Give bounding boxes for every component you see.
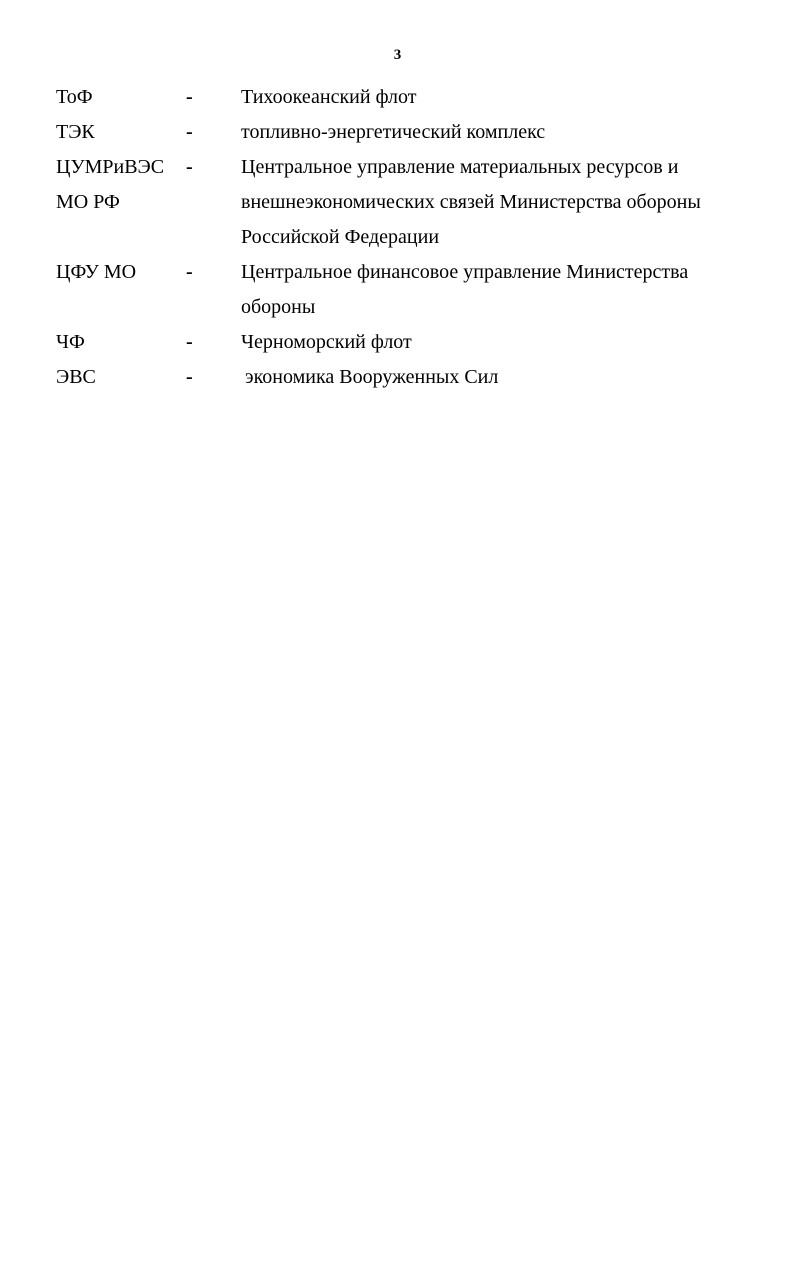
term-line: ТЭК bbox=[56, 121, 95, 143]
dash-separator: - bbox=[186, 156, 193, 178]
dash-separator: - bbox=[186, 331, 193, 353]
abbreviation-entry-tof bbox=[56, 80, 756, 115]
page-number: 3 bbox=[393, 47, 402, 63]
definition-line: экономика Вооруженных Сил bbox=[245, 366, 499, 388]
abbreviation-definition bbox=[241, 80, 756, 115]
definition-line: топливно-энергетический комплекс bbox=[241, 121, 546, 143]
term-line: ЧФ bbox=[56, 331, 85, 353]
definition-line: Центральное финансовое управление Министерства bbox=[241, 261, 689, 283]
abbreviation-term bbox=[56, 80, 241, 115]
abbreviation-term bbox=[56, 115, 241, 150]
definition-line: Тихоокеанский флот bbox=[241, 86, 417, 108]
definition-line: обороны bbox=[241, 296, 316, 318]
abbreviation-term bbox=[56, 255, 241, 290]
term-line: МО РФ bbox=[56, 191, 120, 213]
abbreviation-definition bbox=[241, 150, 756, 255]
abbreviation-entry-tek bbox=[56, 115, 756, 150]
term-line: ЦУМРиВЭС bbox=[56, 156, 165, 178]
abbreviation-entry-tsfu-mo bbox=[56, 255, 756, 325]
term-line: ЭВС bbox=[56, 366, 96, 388]
definition-line: Российской Федерации bbox=[241, 226, 440, 248]
abbreviation-list bbox=[56, 80, 756, 395]
abbreviation-definition bbox=[241, 115, 756, 150]
abbreviation-entry-evs bbox=[56, 360, 756, 395]
abbreviation-definition bbox=[241, 255, 756, 325]
definition-line: Черноморский флот bbox=[241, 331, 412, 353]
definition-line: внешнеэкономических связей Министерства обороны bbox=[241, 191, 701, 213]
abbreviation-definition bbox=[241, 360, 756, 395]
abbreviation-entry-tsumrives bbox=[56, 150, 756, 255]
abbreviation-term bbox=[56, 325, 241, 360]
dash-separator: - bbox=[186, 121, 193, 143]
dash-separator: - bbox=[186, 366, 193, 388]
abbreviation-term bbox=[56, 360, 241, 395]
term-line: ЦФУ МО bbox=[56, 261, 137, 283]
dash-separator: - bbox=[186, 86, 193, 108]
dash-separator: - bbox=[186, 261, 193, 283]
term-line: ТоФ bbox=[56, 86, 93, 108]
abbreviation-term bbox=[56, 150, 241, 220]
abbreviation-definition bbox=[241, 325, 756, 360]
abbreviation-entry-chf bbox=[56, 325, 756, 360]
definition-line: Центральное управление материальных ресурсов и bbox=[241, 156, 679, 178]
